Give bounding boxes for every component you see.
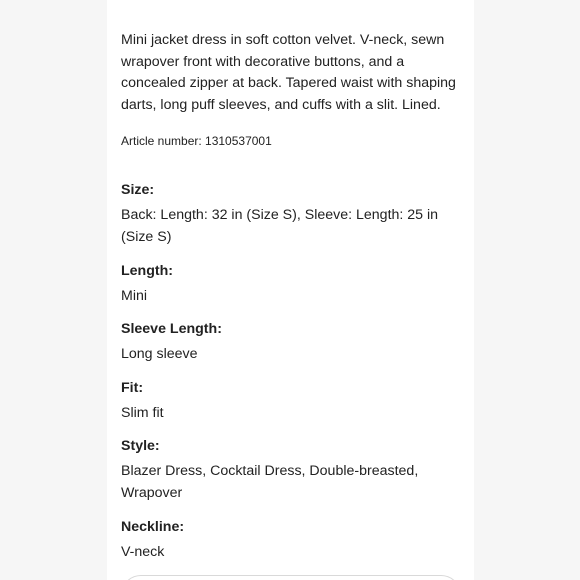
spec-value: V-neck [121,543,165,560]
article-number: Article number: 1310537001 [121,134,272,149]
spec-value: Long sleeve [121,346,198,363]
partially-visible-button[interactable] [121,575,461,580]
spec-label: Fit: [121,379,144,396]
spec-sleeve-length [121,319,457,366]
spec-value: Back: Length: 32 in (Size S), Sleeve: Length: 25 in (Size S) [121,207,439,245]
spec-size [121,180,457,248]
spec-fit [121,378,457,425]
spec-label: Style: [121,438,160,455]
spec-neckline [121,517,457,564]
spec-value: Blazer Dress, Cocktail Dress, Double-breasted, Wrapover [121,463,419,501]
spec-value: Slim fit [121,404,164,421]
spec-label: Sleeve Length: [121,321,222,338]
product-details-panel [107,0,474,580]
spec-length [121,261,457,308]
spec-style [121,436,457,504]
spec-label: Neckline: [121,518,185,535]
product-details-content [121,30,457,575]
spec-list [121,180,457,563]
spec-label: Length: [121,262,174,279]
spec-value: Mini [121,287,148,304]
spec-label: Size: [121,182,155,199]
product-description: Mini jacket dress in soft cotton velvet. V-neck, sewn wrapover front with decorative buttons, and a concealed zipper at back. Tapered waist with shaping darts, long puff sleeves, and cuffs with a slit. Lined. [121,32,456,113]
